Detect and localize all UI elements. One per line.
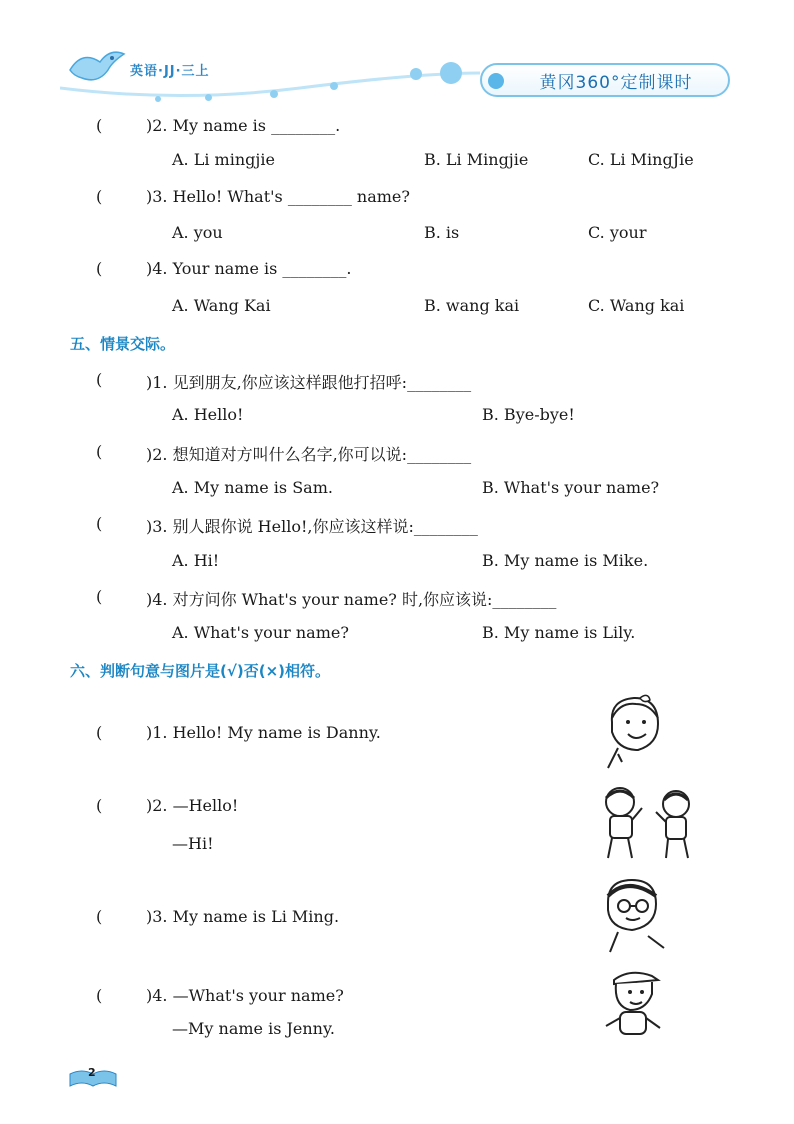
page-header [0, 0, 794, 110]
p6-item-4-line2: —My name is Jenny. [172, 1019, 335, 1038]
option-b: B. wang kai [424, 296, 520, 315]
bubble-4 [270, 90, 278, 98]
option-b: B. Bye-bye! [482, 405, 575, 424]
two-boys-picture [598, 782, 698, 862]
page-number: 2 [88, 1066, 96, 1079]
option-c: C. your [588, 223, 647, 242]
option-c: C. Li MingJie [588, 150, 694, 169]
option-c: C. Wang kai [588, 296, 685, 315]
option-a: A. My name is Sam. [172, 478, 333, 497]
boy-cap-picture [600, 966, 670, 1046]
p6-item-1-text: )1. Hello! My name is Danny. [146, 723, 381, 742]
p5-q3-text: )3. 别人跟你说 Hello!,你应该这样说:________ [146, 517, 478, 536]
bubble-2 [410, 68, 422, 80]
section-title-5: 五、情景交际。 [70, 335, 176, 353]
p4-q3-text: )3. Hello! What's ________ name? [146, 187, 410, 206]
option-b: B. is [424, 223, 460, 242]
option-a: A. you [172, 223, 223, 242]
p6-item-4-text: )4. —What's your name? [146, 986, 344, 1005]
option-a: A. Li mingjie [172, 150, 275, 169]
brand-dot [488, 73, 504, 89]
p5-q2-text: )2. 想知道对方叫什么名字,你可以说:________ [146, 445, 472, 464]
p6-item-3-text: )3. My name is Li Ming. [146, 907, 340, 926]
subject-label: 英语·JJ·三上 [130, 64, 210, 79]
brand-badge: 黄冈360°定制课时 [480, 63, 730, 97]
option-b: B. My name is Lily. [482, 623, 636, 642]
option-a: A. What's your name? [172, 623, 349, 642]
bubble-5 [205, 94, 212, 101]
bubble-3 [330, 82, 338, 90]
p5-q1-text: )1. 见到朋友,你应该这样跟他打招呼:________ [146, 373, 472, 392]
option-b: B. Li Mingjie [424, 150, 529, 169]
option-a: A. Hello! [172, 405, 244, 424]
section-title-6: 六、判断句意与图片是(√)否(×)相符。 [70, 662, 330, 680]
p4-q2-text: )2. My name is ________. [146, 116, 341, 135]
girl-picture [600, 692, 670, 772]
bubble-1 [440, 62, 462, 84]
option-b: B. What's your name? [482, 478, 660, 497]
bubble-6 [155, 96, 161, 102]
p6-item-2-text: )2. —Hello! [146, 796, 239, 815]
option-a: A. Hi! [172, 551, 220, 570]
p6-item-2-line2: —Hi! [172, 834, 214, 853]
p5-q4-text: )4. 对方问你 What's your name? 时,你应该说:________ [146, 590, 557, 609]
boy-glasses-picture [598, 876, 673, 956]
option-a: A. Wang Kai [172, 296, 271, 315]
p4-q4-text: )4. Your name is ________. [146, 259, 352, 278]
option-b: B. My name is Mike. [482, 551, 649, 570]
